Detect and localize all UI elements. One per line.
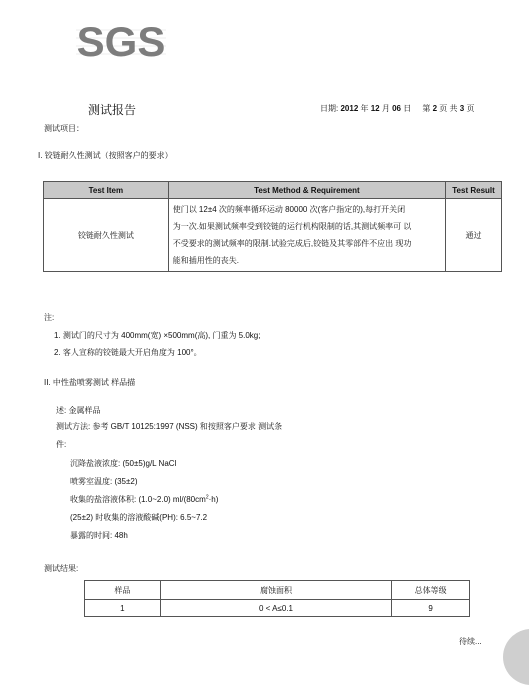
- test-method-cell: [168, 199, 445, 272]
- condition-item: 暴露的时间: 48h: [70, 531, 128, 540]
- test-method-line2: 件:: [56, 440, 67, 449]
- col-test-method: Test Method & Requirement: [168, 182, 445, 199]
- date-day: 06: [392, 104, 402, 113]
- continued-text: 待续...: [459, 637, 482, 646]
- condition-text: 收集的盐溶液体积: (1.0~2.0) ml/(80cm: [70, 495, 206, 504]
- condition-sup: 2: [205, 494, 209, 501]
- date-month: 12: [370, 104, 380, 113]
- table-row: [85, 600, 470, 617]
- test-method-line1: 测试方法: 参考 GB/T 10125:1997 (NSS) 和按照客户要求 测试条: [56, 422, 283, 431]
- test-result-cell: 通过: [446, 199, 502, 272]
- condition-item: (25±2) 时收集的溶液酸碱(PH): 6.5~7.2: [70, 513, 208, 522]
- section1-heading: I. 铰链耐久性测试（按照客户的要求）: [38, 151, 173, 160]
- grade-cell: 9: [392, 600, 470, 617]
- page-suffix: 页: [466, 104, 475, 113]
- method-line: 不受要求的测试频率的限制.试验完成后,铰链及其零部件不应出 现功: [172, 239, 412, 248]
- date-year: 2012: [340, 104, 359, 113]
- condition-item: 沉降盐液浓度: (50±5)g/L NaCl: [70, 459, 177, 468]
- logo-text: SGS: [76, 18, 166, 63]
- results-header-row: [85, 581, 470, 600]
- col-sample: 样品: [85, 581, 161, 600]
- col-test-result: Test Result: [446, 182, 502, 199]
- results-label: 测试结果:: [44, 564, 79, 573]
- page-number: 2: [432, 104, 438, 113]
- test-items-label: 测试项目：: [44, 124, 84, 133]
- date-day-unit: 日: [403, 104, 412, 113]
- page-mid: 页 共: [439, 104, 458, 113]
- page-total: 3: [459, 104, 465, 113]
- date-year-unit: 年: [360, 104, 369, 113]
- date-month-unit: 月: [381, 104, 390, 113]
- method-line: 为一次.如果测试频率受到铰链的运行机构限制的话,其测试频率可 以: [172, 222, 412, 231]
- results-table: [84, 580, 470, 617]
- section2-heading: II. 中性盐喷雾测试 样品描: [44, 378, 136, 387]
- date-label: 日期:: [320, 104, 339, 113]
- corrosion-area-cell: 0 < A≤0.1: [160, 600, 391, 617]
- sample-cell: 1: [85, 600, 161, 617]
- page-prefix: 第: [422, 104, 431, 113]
- condition-tail: ·h): [208, 495, 219, 504]
- hinge-test-table: [43, 181, 502, 272]
- report-title: 测试报告: [88, 103, 137, 117]
- page-curl-decoration: [503, 629, 529, 685]
- col-overall-grade: 总体等级: [392, 581, 470, 600]
- method-line: 使门以 12±4 次的频率循环运动 80000 次(客户指定的),每打开关闭: [172, 205, 406, 214]
- table-row: [44, 199, 502, 272]
- condition-item: [70, 494, 218, 505]
- condition-item: 喷雾室温度: (35±2): [70, 477, 138, 486]
- method-line: 能和插用性的丧失.: [172, 256, 239, 265]
- table-header-row: [44, 182, 502, 199]
- col-corrosion-area: 腐蚀面积: [160, 581, 391, 600]
- notes-label: 注:: [44, 313, 55, 322]
- note-item: 2. 客人宣称的铰链最大开启角度为 100°。: [54, 348, 202, 357]
- note-item: 1. 测试门的尺寸为 400mm(宽) ×500mm(高), 门重为 5.0kg;: [54, 331, 261, 340]
- report-date: [320, 103, 474, 114]
- test-item-cell: 铰链耐久性测试: [44, 199, 169, 272]
- col-test-item: Test Item: [44, 182, 169, 199]
- sgs-logo: [76, 18, 166, 63]
- sample-description: 述: 金属样品: [56, 406, 101, 415]
